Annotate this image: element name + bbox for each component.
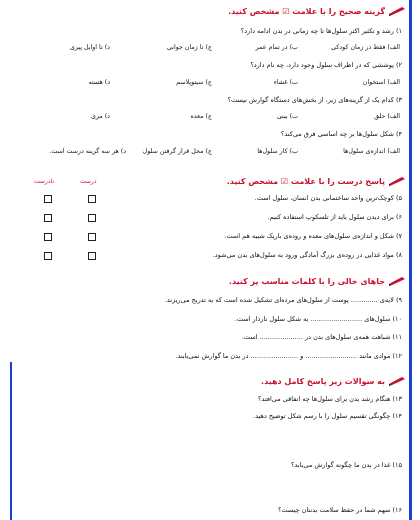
tf-7-true-checkbox[interactable] — [88, 233, 96, 241]
page-border-left — [10, 362, 12, 520]
essay-item-16: ۱۶) سهم شما در حفظ سلامت بدنتان چیست؟ — [278, 506, 402, 514]
section1-title — [228, 6, 406, 16]
q4-option-d[interactable]: د) هر سه گزینه درست است. — [49, 148, 126, 155]
q1-option-b[interactable]: ب) در تمام عمر — [255, 44, 298, 51]
q2-option-b[interactable]: ب) غشاء — [273, 79, 298, 86]
section2-title — [227, 176, 406, 186]
tf-7-false-checkbox[interactable] — [44, 233, 52, 241]
tf-item-8: ۸) مواد غذایی در روده‌ی بزرگ آمادگی ورود به سلول‌های بدن می‌شود. — [212, 251, 402, 259]
pen-icon — [388, 6, 406, 16]
section2-title-text: پاسخ درست را با علامت ☑ مشخص کنید. — [226, 176, 385, 186]
pen-icon — [388, 176, 406, 186]
q2-option-d[interactable]: د) هسته — [88, 79, 110, 86]
question-1: ۱) رشد و تکثیر اکثر سلول‌ها تا چه زمانی در بدن ادامه دارد؟ — [240, 27, 402, 35]
q1-option-a[interactable]: الف) فقط در زمان کودکی — [331, 44, 400, 51]
tf-6-true-checkbox[interactable] — [88, 214, 96, 222]
q4-option-b[interactable]: ب) کار سلول‌ها — [257, 148, 298, 155]
q3-option-d[interactable]: د) مری — [90, 113, 110, 120]
pen-icon — [388, 376, 406, 386]
question-3: ۳) کدام یک از گزینه‌های زیر، از بخش‌های دستگاه گوارش نیست؟ — [227, 96, 402, 104]
q3-option-a[interactable]: الف) حلق — [374, 113, 400, 120]
section4-title — [261, 376, 406, 386]
q2-option-c[interactable]: ج) سیتوپلاسم — [176, 79, 212, 86]
question-2: ۲) پوششی که در اطراف سلول وجود دارد، چه نام دارد؟ — [250, 61, 402, 69]
tf-item-7: ۷) شکل و اندازه‌ی سلول‌های معده و روده‌ی باریک شبیه هم است. — [224, 232, 402, 240]
essay-item-13: ۱۳) هنگام رشد بدن برای سلول‌ها چه اتفاقی می‌افتد؟ — [258, 395, 402, 403]
section3-title-text: جاهای خالی را با کلمات مناسب پر کنید. — [228, 276, 385, 286]
q2-option-a[interactable]: الف) استخوان — [362, 79, 400, 86]
section1-title-text: گزینه صحیح را با علامت ☑ مشخص کنید. — [228, 6, 385, 16]
tf-5-false-checkbox[interactable] — [44, 195, 52, 203]
section4-title-text: به سوالات زیر پاسخ کامل دهید. — [261, 376, 385, 386]
q1-option-c[interactable]: ج) تا زمان جوانی — [166, 44, 212, 51]
tf-item-6: ۶) برای دیدن سلول باید از تلسکوپ استفاده کنیم. — [267, 213, 402, 221]
q1-option-d[interactable]: د) تا اوایل پیری — [69, 44, 110, 51]
tf-8-true-checkbox[interactable] — [88, 252, 96, 260]
q4-option-a[interactable]: الف) اندازه‌ی سلول‌ها — [343, 148, 400, 155]
pen-icon — [388, 276, 406, 286]
q4-option-c[interactable]: ج) محل قرار گرفتن سلول — [142, 148, 212, 155]
column-header-false: نادرست — [34, 178, 54, 185]
tf-8-false-checkbox[interactable] — [44, 252, 52, 260]
tf-6-false-checkbox[interactable] — [44, 214, 52, 222]
essay-item-14: ۱۴) چگونگی تقسیم سلول را با رسم شکل توضیح دهید. — [253, 412, 402, 420]
tf-5-true-checkbox[interactable] — [88, 195, 96, 203]
fill-item-9: ۹) لایه‌ی ............. پوست از سلول‌های مرده‌ای تشکیل شده است که به تدریج می‌ریزند. — [164, 296, 402, 304]
column-header-true: درست — [80, 178, 97, 185]
section3-title — [229, 276, 406, 286]
tf-item-5: ۵) کوچک‌ترین واحد ساختمانی بدن انسان، سلول است. — [254, 194, 402, 202]
page-border-right — [409, 0, 412, 520]
fill-item-10: ۱۰) سلول‌های ......................... به شکل سلول تارذار است. — [234, 315, 402, 323]
fill-item-11: ۱۱) شباهت همه‌ی سلول‌های بدن در ..................... است. — [241, 333, 402, 341]
q3-option-b[interactable]: ب) بینی — [276, 113, 298, 120]
question-4: ۴) شکل سلول‌ها بر چه اساسی فرق می‌کند؟ — [280, 130, 402, 138]
fill-item-12: ۱۲) موادی مانند ......................... و ....................... در بدن ما گوارش نمی‌یابند. — [175, 352, 402, 360]
essay-item-15: ۱۵) غذا در بدن ما چگونه گوارش می‌یابد؟ — [290, 461, 402, 469]
q3-option-c[interactable]: ج) معده — [190, 113, 212, 120]
